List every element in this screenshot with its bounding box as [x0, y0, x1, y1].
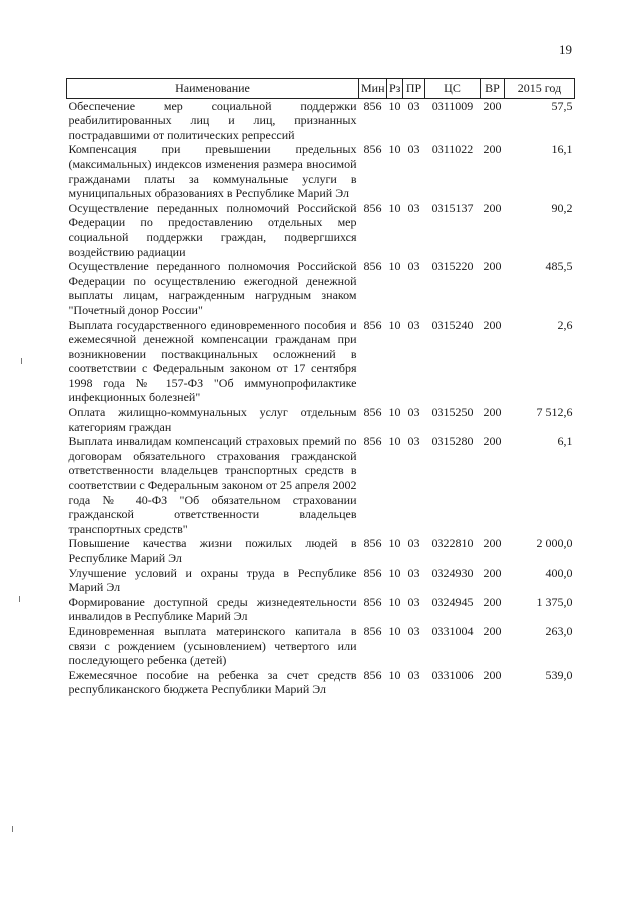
margin-mark [21, 358, 22, 364]
cell-rz: 10 [388, 536, 401, 551]
cell-rz: 10 [388, 623, 401, 638]
cell-cs: 0315250 [431, 405, 474, 420]
cell-name: Осуществление переданных полномочий Российской Федерации по предоставлению отдельных мер социальной поддержки граждан, подвергшихся воздействию радиации [68, 200, 357, 259]
budget-table [66, 78, 575, 697]
cell-amount: 90,2 [551, 200, 573, 215]
cell-vr: 200 [483, 536, 502, 551]
cell-cs: 0315220 [431, 259, 474, 274]
cell-pr: 03 [407, 142, 420, 157]
cell-rz: 10 [388, 405, 401, 420]
cell-min: 856 [363, 200, 382, 215]
margin-mark [12, 826, 13, 832]
cell-min: 856 [363, 434, 382, 449]
cell-amount: 16,1 [551, 142, 573, 157]
cell-vr: 200 [483, 667, 502, 682]
cell-cs: 0324945 [431, 594, 474, 609]
cell-min: 856 [363, 142, 382, 157]
cell-amount: 57,5 [551, 98, 573, 113]
cell-name: Формирование доступной среды жизнедеятельности инвалидов в Республике Марий Эл [68, 594, 357, 624]
cell-vr: 200 [483, 142, 502, 157]
cell-rz: 10 [388, 594, 401, 609]
cell-cs: 0331006 [431, 667, 474, 682]
cell-rz: 10 [388, 317, 401, 332]
cell-pr: 03 [407, 565, 420, 580]
cell-cs: 0311009 [431, 98, 474, 113]
cell-pr: 03 [407, 667, 420, 682]
cell-pr: 03 [407, 536, 420, 551]
cell-rz: 10 [388, 565, 401, 580]
cell-cs: 0315137 [431, 200, 474, 215]
cell-pr: 03 [407, 317, 420, 332]
cell-amount: 539,0 [545, 667, 573, 682]
cell-name: Ежемесячное пособие на ребенка за счет средств республиканского бюджета Республики Марий Эл [68, 667, 357, 697]
cell-vr: 200 [483, 259, 502, 274]
table-row [67, 405, 575, 434]
cell-min: 856 [363, 317, 382, 332]
cell-vr: 200 [483, 623, 502, 638]
cell-name: Компенсация при превышении предельных (максимальных) индексов изменения размера вносимой гражданами платы за коммунальные услуги в муниципальных образованиях в Республике Марий Эл [68, 142, 357, 201]
cell-pr: 03 [407, 434, 420, 449]
cell-min: 856 [363, 623, 382, 638]
cell-amount: 6,1 [557, 434, 573, 449]
cell-rz: 10 [388, 434, 401, 449]
cell-min: 856 [363, 667, 382, 682]
cell-amount: 485,5 [545, 259, 573, 274]
cell-cs: 0322810 [431, 536, 474, 551]
cell-min: 856 [363, 98, 382, 113]
cell-vr: 200 [483, 405, 502, 420]
header-min: Мин [359, 79, 387, 99]
cell-cs: 0331004 [431, 623, 474, 638]
cell-amount: 2 000,0 [536, 536, 573, 551]
cell-cs: 0315240 [431, 317, 474, 332]
cell-vr: 200 [483, 594, 502, 609]
cell-amount: 7 512,6 [536, 405, 573, 420]
table-row [67, 259, 575, 317]
table-row [67, 434, 575, 536]
cell-rz: 10 [388, 98, 401, 113]
header-pr: ПР [403, 79, 425, 99]
header-rz: Рз [387, 79, 403, 99]
cell-name: Выплата инвалидам компенсаций страховых премий по договорам обязательного страхования гражданской ответственности владельцев транспортных средств в соответствии с Федеральным законом от 25 апреля 2002 года № 40-ФЗ "Об обязательном страховании гражданской ответственности владельцев транспортных средств" [68, 434, 357, 536]
cell-amount: 263,0 [545, 623, 573, 638]
cell-vr: 200 [483, 565, 502, 580]
cell-min: 856 [363, 565, 382, 580]
margin-mark [19, 596, 20, 602]
table-row [67, 624, 575, 668]
cell-vr: 200 [483, 317, 502, 332]
table-row [67, 142, 575, 200]
cell-pr: 03 [407, 98, 420, 113]
table-row [67, 668, 575, 697]
header-vr: ВР [481, 79, 505, 99]
header-year: 2015 год [505, 79, 575, 99]
cell-name: Единовременная выплата материнского капитала в связи с рождением (усыновлением) четвертого или последующего ребенка (детей) [68, 623, 357, 668]
cell-name: Улучшение условий и охраны труда в Республике Марий Эл [68, 565, 357, 595]
table-row [67, 536, 575, 565]
cell-vr: 200 [483, 200, 502, 215]
cell-name: Обеспечение мер социальной поддержки реабилитированных лиц и лиц, признанных пострадавшими от политических репрессий [68, 98, 357, 142]
cell-cs: 0324930 [431, 565, 474, 580]
cell-vr: 200 [483, 434, 502, 449]
table-row [67, 595, 575, 624]
cell-name: Выплата государственного единовременного пособия и ежемесячной денежной компенсации гражданам при возникновении поствакцинальных осложнений в соответствии с Федеральным законом от 17 сентября 1998 года № 157-ФЗ "Об иммунопрофилактике инфекционных болезней" [68, 317, 357, 405]
cell-amount: 1 375,0 [536, 594, 573, 609]
header-cs: ЦС [425, 79, 481, 99]
cell-cs: 0315280 [431, 434, 474, 449]
cell-min: 856 [363, 405, 382, 420]
cell-rz: 10 [388, 142, 401, 157]
cell-name: Осуществление переданного полномочия Российской Федерации по осуществлению ежегодной денежной выплаты лицам, награжденным нагрудным знаком "Почетный донор России" [68, 259, 357, 317]
cell-rz: 10 [388, 259, 401, 274]
cell-rz: 10 [388, 667, 401, 682]
cell-amount: 400,0 [545, 565, 573, 580]
cell-pr: 03 [407, 594, 420, 609]
cell-min: 856 [363, 536, 382, 551]
cell-pr: 03 [407, 405, 420, 420]
cell-name: Повышение качества жизни пожилых людей в Республике Марий Эл [68, 536, 357, 565]
cell-amount: 2,6 [557, 317, 573, 332]
table-row [67, 201, 575, 259]
cell-cs: 0311022 [431, 142, 474, 157]
cell-name: Оплата жилищно-коммунальных услуг отдельным категориям граждан [68, 405, 357, 434]
cell-rz: 10 [388, 200, 401, 215]
cell-vr: 200 [483, 98, 502, 113]
cell-min: 856 [363, 259, 382, 274]
table-row [67, 566, 575, 595]
table-row [67, 98, 575, 142]
cell-pr: 03 [407, 623, 420, 638]
table-row [67, 318, 575, 406]
header-name: Наименование [67, 79, 359, 99]
cell-min: 856 [363, 594, 382, 609]
cell-pr: 03 [407, 200, 420, 215]
table-header [67, 79, 575, 99]
page-number: 19 [559, 42, 572, 57]
table-body [67, 98, 575, 697]
cell-pr: 03 [407, 259, 420, 274]
